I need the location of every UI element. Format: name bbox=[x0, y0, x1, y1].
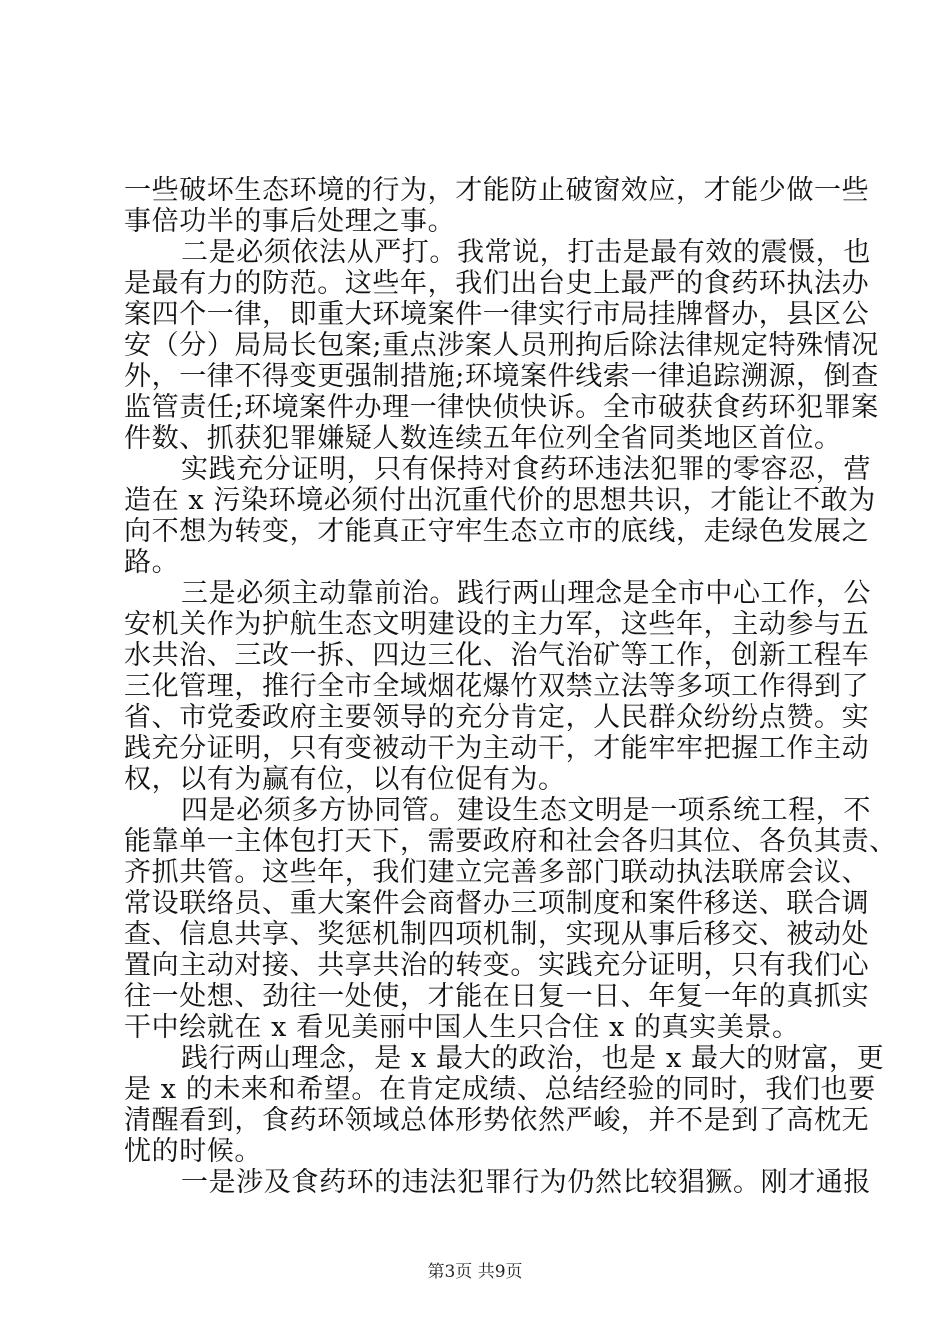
text-line: 三化管理，推行全市全域烟花爆竹双禁立法等多项工作得到了 bbox=[124, 671, 870, 702]
text-line: 干中绘就在 x 看见美丽中国人生只合住 x 的真实美景。 bbox=[124, 1012, 800, 1043]
text-line: 查、信息共享、奖惩机制四项机制，实现从事后移交、被动处 bbox=[124, 919, 870, 950]
text-line: 是 x 的未来和希望。在肯定成绩、总结经验的同时，我们也要 bbox=[124, 1074, 876, 1105]
paragraph-first-line: 实践充分证明，只有保持对食药环违法犯罪的零容忍，营 bbox=[181, 454, 871, 485]
text-line: 路。 bbox=[124, 547, 180, 578]
paragraph-first-line: 践行两山理念，是 x 最大的政治，也是 x 最大的财富，更 bbox=[181, 1043, 885, 1074]
text-line: 常设联络员、重大案件会商督办三项制度和案件移送、联合调 bbox=[124, 888, 870, 919]
text-line: 置向主动对接、共享共治的转变。实践充分证明，只有我们心 bbox=[124, 950, 870, 981]
text-line: 向不想为转变，才能真正守牢生态立市的底线，走绿色发展之 bbox=[124, 516, 870, 547]
text-line: 安（分）局局长包案;重点涉案人员刑拘后除法律规定特殊情况 bbox=[124, 330, 879, 361]
text-line: 监管责任;环境案件办理一律快侦快诉。全市破获食药环犯罪案 bbox=[124, 392, 879, 423]
page-footer: 第3页 共9页 bbox=[427, 1262, 523, 1282]
text-line: 省、市党委政府主要领导的充分肯定，人民群众纷纷点赞。实 bbox=[124, 702, 870, 733]
text-line: 事倍功半的事后处理之事。 bbox=[124, 206, 456, 237]
text-line: 是最有力的防范。这些年，我们出台史上最严的食药环执法办 bbox=[124, 268, 870, 299]
text-line: 件数、抓获犯罪嫌疑人数连续五年位列全省同类地区首位。 bbox=[124, 423, 842, 454]
text-line: 安机关作为护航生态文明建设的主力军，这些年，主动参与五 bbox=[124, 609, 870, 640]
text-line: 能靠单一主体包打天下，需要政府和社会各归其位、各负其责、 bbox=[124, 826, 897, 857]
text-line: 清醒看到，食药环领域总体形势依然严峻，并不是到了高枕无 bbox=[124, 1105, 870, 1136]
paragraph-first-line: 二是必须依法从严打。我常说，打击是最有效的震慑，也 bbox=[181, 237, 871, 268]
text-line: 权，以有为赢有位，以有位促有为。 bbox=[124, 764, 566, 795]
text-line: 践充分证明，只有变被动干为主动干，才能牢牢把握工作主动 bbox=[124, 733, 870, 764]
document-body bbox=[124, 175, 897, 1198]
text-line: 忧的时候。 bbox=[124, 1136, 262, 1167]
text-line: 水共治、三改一拆、四边三化、治气治矿等工作，创新工程车 bbox=[124, 640, 870, 671]
paragraph-first-line: 三是必须主动靠前治。践行两山理念是全市中心工作，公 bbox=[181, 578, 871, 609]
text-line: 一些破坏生态环境的行为，才能防止破窗效应，才能少做一些 bbox=[124, 175, 870, 206]
text-line: 案四个一律，即重大环境案件一律实行市局挂牌督办，县区公 bbox=[124, 299, 870, 330]
paragraph-first-line: 一是涉及食药环的违法犯罪行为仍然比较猖獗。刚才通报 bbox=[181, 1167, 871, 1198]
paragraph-first-line: 四是必须多方协同管。建设生态文明是一项系统工程，不 bbox=[181, 795, 871, 826]
text-line: 往一处想、劲往一处使，才能在日复一日、年复一年的真抓实 bbox=[124, 981, 870, 1012]
text-line: 造在 x 污染环境必须付出沉重代价的思想共识，才能让不敢为 bbox=[124, 485, 876, 516]
text-line: 齐抓共管。这些年，我们建立完善多部门联动执法联席会议、 bbox=[124, 857, 870, 888]
text-line: 外，一律不得变更强制措施;环境案件线索一律追踪溯源，倒查 bbox=[124, 361, 879, 392]
